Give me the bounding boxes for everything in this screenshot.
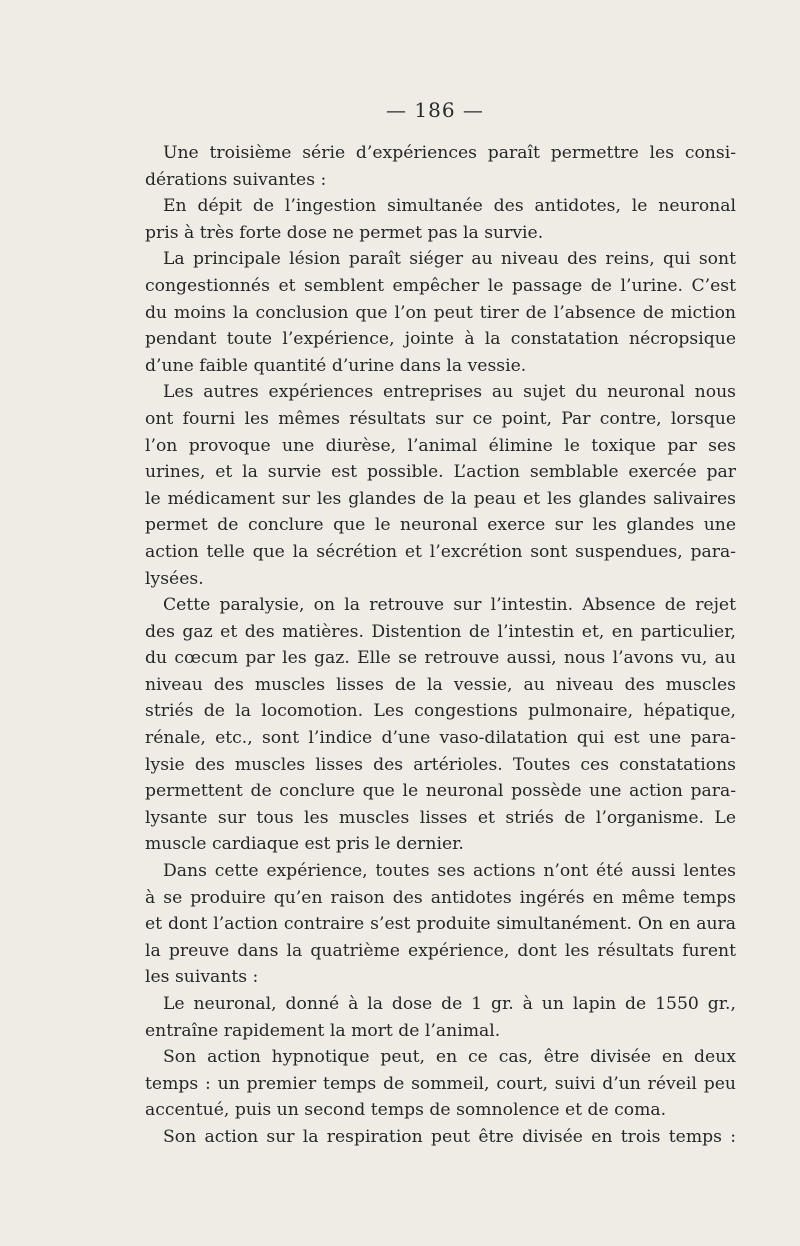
text-line: Les autres expériences entreprises au sujet du neuronal nous	[163, 382, 736, 403]
text-line: permet de conclure que le neuronal exerce sur les glandes une	[145, 515, 736, 536]
text-line: à se produire qu’en raison des antidotes ingérés en même temps	[145, 887, 736, 908]
body-text	[145, 140, 736, 1151]
text-line: La principale lésion paraît siéger au niveau des reins, qui sont	[163, 249, 736, 270]
text-line: Son action sur la respiration peut être divisée en trois temps :	[163, 1126, 736, 1147]
text-line: niveau des muscles lisses de la vessie, au niveau des muscles	[145, 674, 736, 695]
text-line: permettent de conclure que le neuronal possède une action para-	[145, 781, 736, 802]
text-line: accentué, puis un second temps de somnolence et de coma.	[145, 1100, 667, 1121]
text-line: Dans cette expérience, toutes ses actions n’ont été aussi lentes	[163, 861, 736, 882]
text-line: entraîne rapidement la mort de l’animal.	[145, 1020, 501, 1041]
text-line: urines, et la survie est possible. L’action semblable exercée par	[145, 462, 736, 483]
text-line: ont fourni les mêmes résultats sur ce point, Par contre, lorsque	[145, 408, 736, 429]
text-line: action telle que la sécrétion et l’excrétion sont suspendues, para-	[145, 541, 736, 562]
page-number: — 186 —	[386, 98, 484, 122]
text-line: Cette paralysie, on la retrouve sur l’intestin. Absence de rejet	[163, 595, 736, 616]
text-line: lysées.	[145, 568, 204, 589]
text-line: lysante sur tous les muscles lisses et striés de l’organisme. Le	[145, 807, 736, 828]
text-line: Le neuronal, donné à la dose de 1 gr. à un lapin de 1550 gr.,	[163, 994, 736, 1014]
text-line: Une troisième série d’expériences paraît permettre les consi-	[163, 143, 736, 163]
text-line: congestionnés et semblent empêcher le passage de l’urine. C’est	[145, 275, 736, 296]
text-line: temps : un premier temps de sommeil, court, suivi d’un réveil peu	[145, 1073, 736, 1094]
text-line: pris à très forte dose ne permet pas la survie.	[145, 222, 544, 243]
text-line: rénale, etc., sont l’indice d’une vaso-dilatation qui est une para-	[145, 728, 736, 749]
text-line: du cœcum par les gaz. Elle se retrouve aussi, nous l’avons vu, au	[145, 648, 736, 669]
text-line: muscle cardiaque est pris le dernier.	[145, 834, 464, 855]
text-line: le médicament sur les glandes de la peau et les glandes salivaires	[145, 488, 736, 509]
text-line: l’on provoque une diurèse, l’animal élimine le toxique par ses	[145, 435, 736, 456]
text-line: pendant toute l’expérience, jointe à la constatation nécropsique	[145, 329, 736, 350]
text-line: Son action hypnotique peut, en ce cas, être divisée en deux	[163, 1047, 736, 1068]
text-line: la preuve dans la quatrième expérience, dont les résultats furent	[145, 940, 736, 961]
text-line: d’une faible quantité d’urine dans la vessie.	[145, 355, 527, 376]
text-line: les suivants :	[145, 967, 259, 988]
text-line: du moins la conclusion que l’on peut tirer de l’absence de miction	[145, 302, 736, 323]
text-line: dérations suivantes :	[145, 169, 327, 190]
text-line: des gaz et des matières. Distention de l’intestin et, en particulier,	[145, 621, 736, 642]
text-line: et dont l’action contraire s’est produite simultanément. On en aura	[145, 914, 736, 935]
text-line: En dépit de l’ingestion simultanée des antidotes, le neuronal	[163, 196, 736, 217]
text-line: lysie des muscles lisses des artérioles. Toutes ces constatations	[145, 754, 736, 775]
text-line: striés de la locomotion. Les congestions pulmonaire, hépatique,	[145, 701, 736, 722]
